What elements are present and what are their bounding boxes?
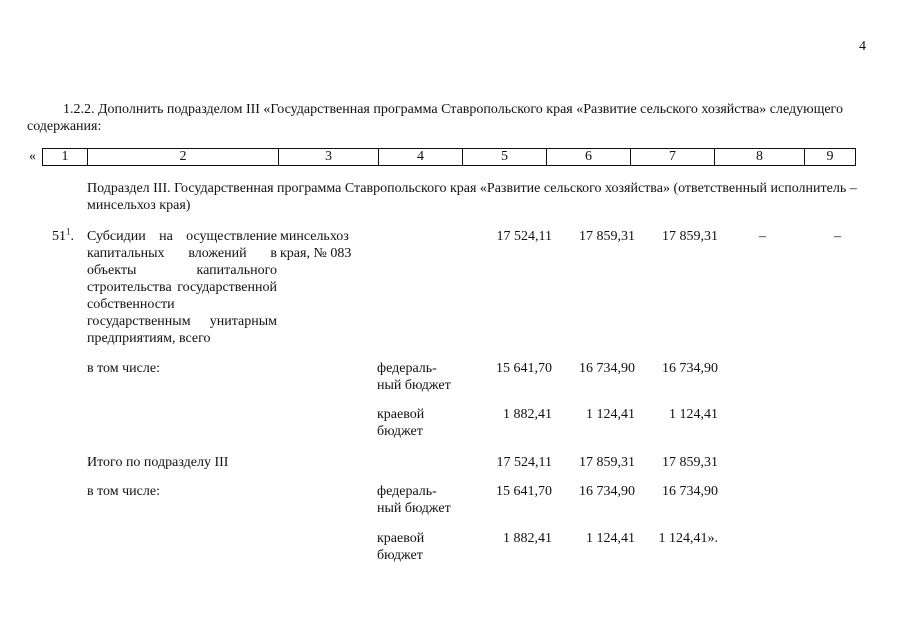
- item-number-superscript: 1: [66, 226, 71, 237]
- item-description: Субсидии на осуществление капитальных вложений в объекты капитального строительства государственной собственности государственным унитарным предприятиям, всего: [87, 229, 277, 346]
- row-col5: 1 882,41: [503, 531, 552, 546]
- column-number-3: 3: [279, 149, 379, 166]
- opening-quote: «: [29, 149, 36, 164]
- row-label: в том числе:: [87, 484, 160, 499]
- item-col8: –: [759, 229, 766, 244]
- row-col7: 16 734,90: [662, 361, 718, 376]
- item-col6: 17 859,31: [579, 229, 635, 244]
- column-number-2: 2: [88, 149, 279, 166]
- row-col6: 16 734,90: [579, 361, 635, 376]
- intro-paragraph: 1.2.2. Дополнить подразделом III «Государственная программа Ставропольского края «Развитие сельского хозяйства» следующего содержания:: [27, 102, 843, 134]
- row-col7: 17 859,31: [662, 455, 718, 470]
- column-number-8: 8: [715, 149, 805, 166]
- column-number-header: [42, 148, 856, 166]
- row-source: краевой бюджет: [377, 531, 425, 563]
- column-number-7: 7: [631, 149, 715, 166]
- item-col5: 17 524,11: [496, 229, 552, 244]
- row-col6: 1 124,41: [586, 407, 635, 422]
- row-col7: 1 124,41».: [658, 531, 718, 546]
- item-number-dot: .: [70, 229, 74, 244]
- item-number: [52, 228, 74, 245]
- row-source: краевой бюджет: [377, 407, 425, 439]
- item-executor: минсельхоз края, № 083: [280, 229, 352, 261]
- row-col7: 16 734,90: [662, 484, 718, 499]
- row-col6: 16 734,90: [579, 484, 635, 499]
- row-col5: 15 641,70: [496, 484, 552, 499]
- row-col6: 17 859,31: [579, 455, 635, 470]
- row-label: в том числе:: [87, 361, 160, 376]
- row-col5: 17 524,11: [496, 455, 552, 470]
- row-source: федераль-ный бюджет: [377, 361, 451, 393]
- column-number-4: 4: [379, 149, 463, 166]
- item-col7: 17 859,31: [662, 229, 718, 244]
- column-number-5: 5: [463, 149, 547, 166]
- row-col5: 1 882,41: [503, 407, 552, 422]
- item-number-main: 51: [52, 229, 66, 244]
- row-col6: 1 124,41: [586, 531, 635, 546]
- row-col7: 1 124,41: [669, 407, 718, 422]
- column-number-6: 6: [547, 149, 631, 166]
- column-number-1: 1: [43, 149, 88, 166]
- row-label: Итого по подразделу III: [87, 455, 229, 470]
- row-col5: 15 641,70: [496, 361, 552, 376]
- column-number-9: 9: [805, 149, 856, 166]
- item-col9: –: [834, 229, 841, 244]
- subsection-title: Подраздел III. Государственная программа Ставропольского края «Развитие сельского хозяйства» (ответственный исполнитель – минсельхоз края): [87, 181, 857, 213]
- row-source: федераль-ный бюджет: [377, 484, 451, 516]
- page-number: 4: [859, 39, 866, 54]
